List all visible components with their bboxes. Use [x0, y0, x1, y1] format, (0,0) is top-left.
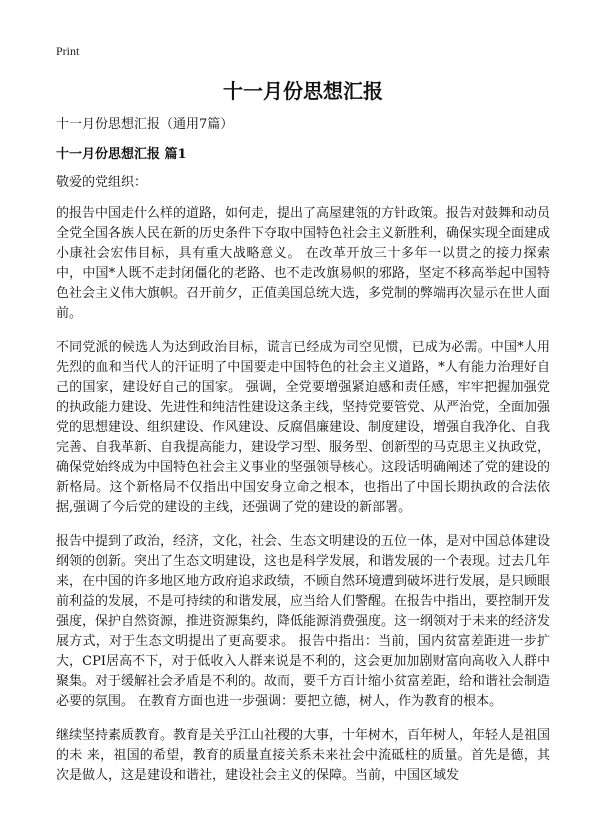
section-title: 十一月份思想汇报 篇1 [56, 147, 187, 162]
paragraph-2: 不同党派的候选人为达到政治目标，谎言已经成为司空见惯，已成为必需。中国*人用先烈的血和当代人的汗证明了中国要走中国特色的社会主义道路，*人有能力治理好自己的国家，建设好自己的国家。 强调，全党要增强紧迫感和责任感，牢牢把握加强党的执政能力建设、先进性和纯洁性建设这条主线，坚持党要管党、从严治党，全面加强党的思想建设、组织建设、作风建设、反腐倡廉建设、制度建设，增强自我净化、自我完善、自我革新、自我提高能力，建设学习型、服务型、创新型的马克思主义执政党，确保党始终成为中国特色社会主义事业的坚强领导核心。这段话明确阐述了党的建设的新格局。这个新格局不仅指出中国安身立命之根本，也指出了中国长期执政的合法依据,强调了今后党的建设的主线，还强调了党的建设的新部署。 [56, 340, 551, 515]
document-title: 十一月份思想汇报 [223, 79, 383, 103]
paragraph-1: 的报告中国走什么样的道路，如何走，提出了高屋建瓴的方针政策。报告对鼓舞和动员全党全国各族人民在新的历史条件下夺取中国特色社会主义新胜利，确保实现全面建成小康社会宏伟目标，具有重大战略意义。 在改革开放三十多年一以贯之的接力探索中，中国*人既不走封闭僵化的老路、也不走改旗易帜的邪路，坚定不移高举起中国特色社会主义伟大旗帜。召开前夕，正值美国总统大选，多党制的弊端再次显示在世人面前。 [56, 206, 551, 321]
paragraph-4: 继续坚持素质教育。教育是关乎江山社稷的大事，十年树木，百年树人，年轻人是祖国的未 来，祖国的希望，教育的质量直接关系未来社会中流砥柱的质量。首先是德，其次是做人，这是建设和谐社，建设社会主义的保障。当前，中国区域发 [56, 728, 551, 783]
document-subtitle: 十一月份思想汇报（通用7篇） [56, 117, 234, 132]
salutation: 敬爱的党组织： [56, 175, 148, 190]
print-link[interactable]: Print [56, 44, 80, 58]
paragraph-3: 报告中提到了政治，经济，文化，社会、生态文明建设的五位一体，是对中国总体建设纲领的创新。突出了生态文明建设，这也是科学发展，和谐发展的一个表现。过去几年来，在中国的许多地区地方政府追求政绩，不顾自然环境遭到破坏进行发展，是只顾眼前利益的发展，不是可持续的和谐发展，应当给人们警醒。在报告中指出，要控制开发强度，保护自然资源，推进资源集约，降低能源消费强度。这一纲领对于未来的经济发展方式，对于生态文明提出了更高要求。 报告中指出：当前，国内贫富差距进一步扩大，CPI居高不下，对于低收入人群来说是不利的，这会更加加剧财富向高收入人群中聚集。对于缓解社会矛盾是不利的。故而，要千方百计缩小贫富差距，给和谐社会制造必要的氛围。 在教育方面也进一步强调：要把立德，树人，作为教育的根本。 [56, 534, 551, 709]
